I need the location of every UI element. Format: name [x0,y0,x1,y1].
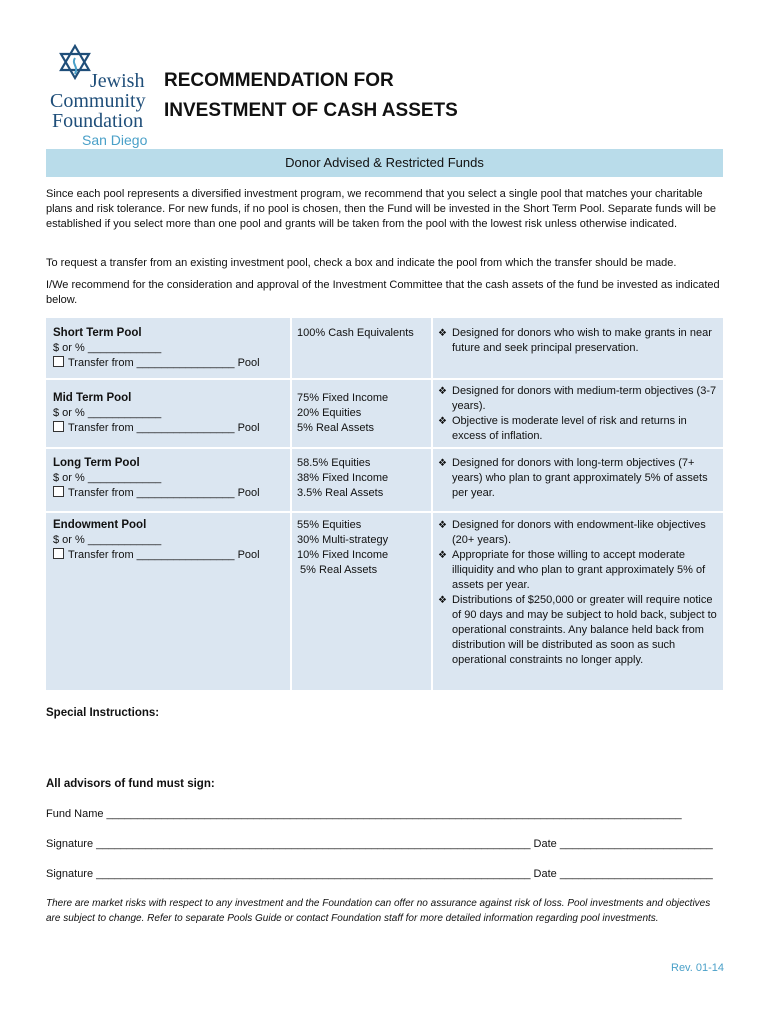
pool-selection [53,391,293,436]
amount-field[interactable]: $ or % ____________ [53,534,162,546]
allocation-item: 10% Fixed Income [297,549,389,561]
allocation-item: 75% Fixed Income [297,392,389,404]
special-instructions-area[interactable] [46,725,723,773]
logo-line-foundation: Foundation [52,110,144,132]
pool-notes [438,518,720,668]
logo-line-san-diego: San Diego [82,132,148,148]
row-divider [46,447,723,449]
allocation-item: 20% Equities [297,407,362,419]
note-item: ❖ Distributions of $250,000 or greater will require notice of 90 days and may be subject to hold back, subject to operational constraints. Any balance held back from distribution will be distributed as soon as such operational constraints no longer apply. [438,593,720,668]
pool-name: Endowment Pool [53,519,147,531]
pool-selection [53,518,293,563]
pool-allocation [297,456,427,501]
transfer-checkbox[interactable] [53,421,64,432]
allocation-item: 5% Real Assets [297,564,378,576]
title-line-1: RECOMMENDATION FOR [164,70,394,91]
foundation-logo [48,44,158,148]
allocation-item: 58.5% Equities [297,457,371,469]
pool-name: Long Term Pool [53,457,140,469]
row-divider [46,511,723,513]
pool-name: Short Term Pool [53,327,142,339]
row-divider [46,378,723,380]
intro-paragraph-2: To request a transfer from an existing investment pool, check a box and indicate the pool from which the transfer should be made. [46,257,677,269]
transfer-checkbox[interactable] [53,356,64,367]
logo-line-community: Community [50,90,146,112]
fund-name-field[interactable]: Fund Name ______________________________________________________________________________________________ [46,808,682,820]
pools-table [46,318,723,690]
revision-label: Rev. 01-14 [671,962,724,974]
amount-field[interactable]: $ or % ____________ [53,407,162,419]
amount-field[interactable]: $ or % ____________ [53,342,162,354]
signature-field-1[interactable]: Signature _______________________________________________________________________ Date _________________________ [46,838,713,850]
pool-selection [53,326,293,371]
allocation-item: 3.5% Real Assets [297,487,384,499]
allocation-item: 30% Multi-strategy [297,534,389,546]
transfer-label[interactable]: Transfer from ________________ Pool [68,549,260,561]
column-divider [290,318,292,690]
disclaimer-text: There are market risks with respect to any investment and the Foundation can offer no assurance against risk of loss. Pool investments and objectives are subject to change. Refer to separate Pools Guide or contact Foundation staff for more detailed information regarding pool investments. [46,898,711,924]
transfer-label[interactable]: Transfer from ________________ Pool [68,357,260,369]
note-item: ❖ Designed for donors with long-term objectives (7+ years) who plan to grant approximately 5% of assets per year. [438,456,720,501]
signature-field-2[interactable]: Signature _______________________________________________________________________ Date _________________________ [46,868,713,880]
transfer-label[interactable]: Transfer from ________________ Pool [68,422,260,434]
pool-selection [53,456,293,501]
note-item: ❖ Designed for donors who wish to make grants in near future and seek principal preservation. [438,326,720,356]
allocation-item: 38% Fixed Income [297,472,389,484]
pool-notes [438,384,720,444]
pool-allocation [297,391,427,436]
transfer-label[interactable]: Transfer from ________________ Pool [68,487,260,499]
pool-notes [438,326,720,356]
allocation-item: 100% Cash Equivalents [297,327,414,339]
amount-field[interactable]: $ or % ____________ [53,472,162,484]
note-item: ❖ Objective is moderate level of risk and returns in excess of inflation. [438,414,720,444]
title-line-2: INVESTMENT OF CASH ASSETS [164,100,458,121]
allocation-item: 55% Equities [297,519,362,531]
transfer-checkbox[interactable] [53,548,64,559]
pool-name: Mid Term Pool [53,392,132,404]
note-item: ❖ Designed for donors with endowment-like objectives (20+ years). [438,518,720,548]
logo-line-jewish: Jewish [90,70,145,92]
star-of-david-icon [58,44,92,84]
note-item: ❖ Appropriate for those willing to accept moderate illiquidity and who plan to grant approximately 5% of assets per year. [438,548,720,593]
intro-paragraph-1: Since each pool represents a diversified investment program, we recommend that you select a single pool that matches your charitable plans and risk tolerance. For new funds, if no pool is chosen, then the Fund will be invested in the Short Term Pool. Separate funds will be established if you select more than one pool and grants will be taken from the pool with the lowest risk unless otherwise indicated. [46,188,716,230]
transfer-checkbox[interactable] [53,486,64,497]
note-item: ❖ Designed for donors with medium-term objectives (3-7 years). [438,384,720,414]
special-instructions-label: Special Instructions: [46,707,160,719]
pool-allocation [297,326,427,341]
intro-paragraph-3: I/We recommend for the consideration and approval of the Investment Committee that the cash assets of the fund be invested as indicated below. [46,279,720,306]
advisors-sign-label: All advisors of fund must sign: [46,778,215,790]
column-divider [431,318,433,690]
pool-notes [438,456,720,501]
allocation-item: 5% Real Assets [297,422,375,434]
page-title [164,66,458,126]
pool-allocation [297,518,427,578]
section-band: Donor Advised & Restricted Funds [46,149,723,177]
